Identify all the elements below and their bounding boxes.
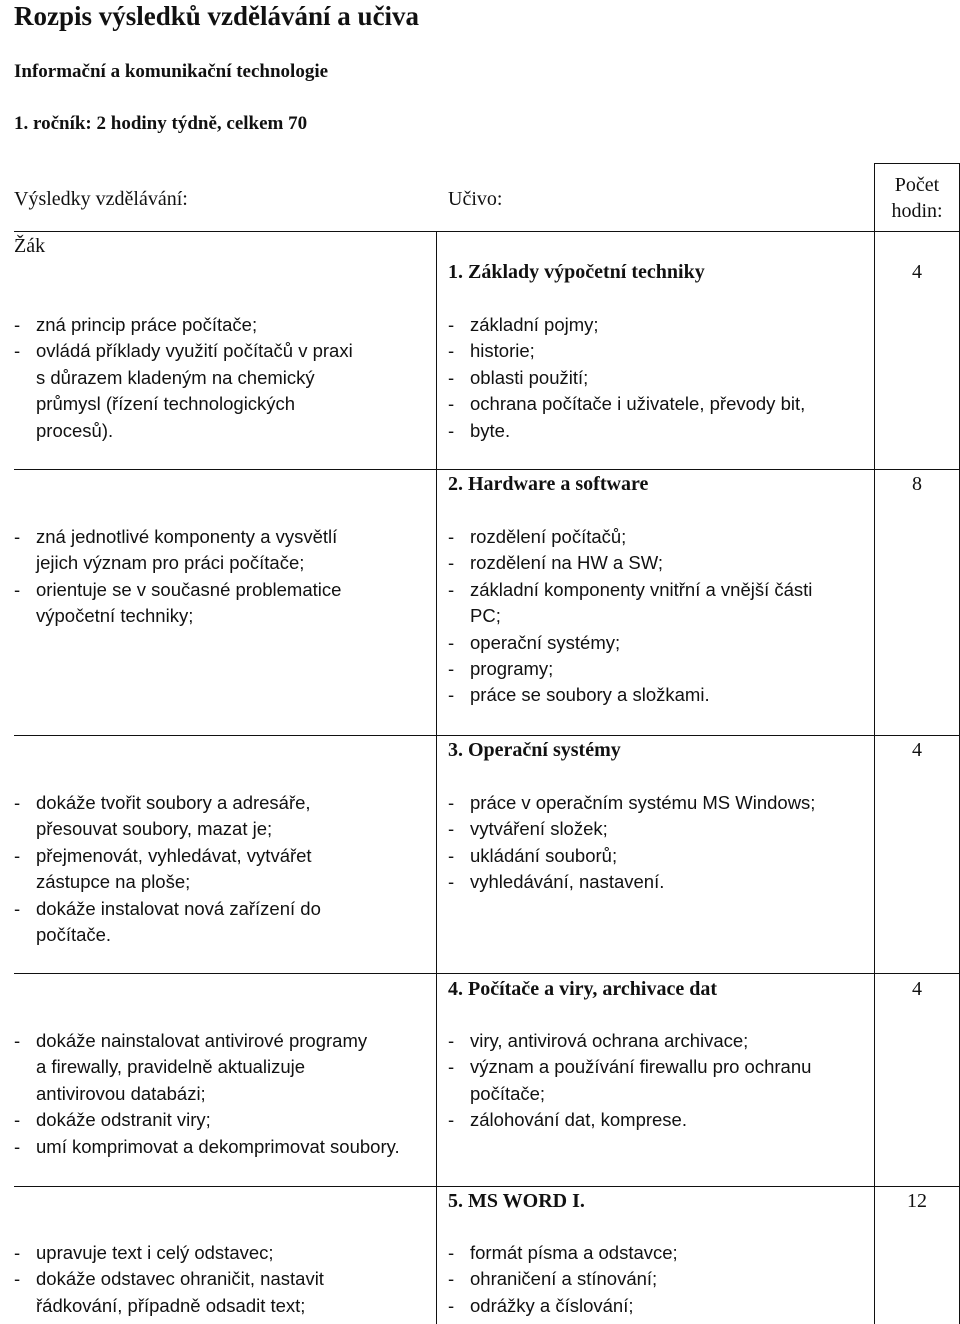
topic-item: - význam a používání firewallu pro ochranu počítače; (448, 1054, 880, 1107)
topic-item: - programy; (448, 656, 868, 682)
section-5-results (14, 1240, 414, 1319)
topic-item: - formát písma a odstavce; (448, 1240, 868, 1266)
topic-item: - rozdělení na HW a SW; (448, 550, 868, 576)
section-3-results (14, 790, 414, 948)
section-2-hours: 8 (912, 473, 922, 495)
row-divider-2 (14, 735, 960, 736)
topic-item: - operační systémy; (448, 630, 868, 656)
section-5-hours: 12 (907, 1190, 927, 1212)
header-bottom-border (14, 231, 960, 232)
section-5-title: 5. MS WORD I. (448, 1190, 585, 1212)
row-divider-1 (14, 469, 960, 470)
result-item: - zná jednotlivé komponenty a vysvětlí jejich význam pro práci počítače; (14, 524, 356, 577)
section-5-topics (448, 1240, 868, 1319)
result-item: - zná princip práce počítače; (14, 312, 414, 338)
topic-item: - ochrana počítače i uživatele, převody bit, (448, 391, 868, 417)
result-item: - dokáže tvořit soubory a adresáře, přesouvat soubory, mazat je; (14, 790, 356, 843)
topic-item: - ukládání souborů; (448, 843, 873, 869)
result-item: - dokáže odstranit viry; (14, 1107, 414, 1133)
section-3-topics (448, 790, 873, 896)
section-1-title: 1. Základy výpočetní techniky (448, 261, 705, 283)
section-1-results (14, 312, 414, 444)
header-hours (874, 172, 960, 224)
result-item: - ovládá příklady využití počítačů v praxi s důrazem kladeným na chemický průmysl (řízení technologických procesů). (14, 338, 366, 444)
header-hours-line1: Počet (894, 174, 940, 196)
header-hours-line2: hodin: (891, 200, 943, 222)
section-4-results (14, 1028, 414, 1160)
topic-item: - ohraničení a stínování; (448, 1266, 868, 1292)
section-4-topics (448, 1028, 873, 1134)
subject-name: Informační a komunikační technologie (14, 61, 329, 82)
column-divider-left (436, 231, 437, 1324)
topic-item: - odrážky a číslování; (448, 1293, 868, 1319)
result-item: - umí komprimovat a dekomprimovat soubory. (14, 1134, 406, 1160)
header-student: Žák (14, 235, 46, 257)
topic-item: - byte. (448, 418, 868, 444)
result-item: - upravuje text i celý odstavec; (14, 1240, 414, 1266)
grade-line: 1. ročník: 2 hodiny týdně, celkem 70 (14, 113, 308, 134)
row-divider-4 (14, 1186, 960, 1187)
result-item: - dokáže odstavec ohraničit, nastavit řádkování, případně odsadit text; (14, 1266, 381, 1319)
topic-item: - historie; (448, 338, 868, 364)
section-3-title: 3. Operační systémy (448, 739, 621, 761)
section-4-hours: 4 (912, 978, 922, 1000)
section-4-title: 4. Počítače a viry, archivace dat (448, 978, 718, 1000)
header-results: Výsledky vzdělávání: (14, 188, 188, 210)
section-2-topics (448, 524, 868, 709)
result-item: - přejmenovát, vyhledávat, vytvářet zástupce na ploše; (14, 843, 376, 896)
result-item: - dokáže instalovat nová zařízení do počítače. (14, 896, 376, 949)
topic-item: - oblasti použití; (448, 365, 868, 391)
topic-item: - základní pojmy; (448, 312, 868, 338)
result-item: - dokáže nainstalovat antivirové programy a firewally, pravidelně aktualizuje antivirovou databázi; (14, 1028, 381, 1107)
table-top-border (874, 163, 960, 164)
topic-item: - zálohování dat, komprese. (448, 1107, 873, 1133)
topic-item: - viry, antivirová ochrana archivace; (448, 1028, 873, 1054)
section-1-topics (448, 312, 868, 444)
header-curriculum: Učivo: (448, 188, 503, 210)
topic-item: - vyhledávání, nastavení. (448, 869, 873, 895)
topic-item: - základní komponenty vnitřní a vnější části PC; (448, 577, 840, 630)
document-title: Rozpis výsledků vzdělávání a učiva (14, 1, 420, 31)
topic-item: - rozdělení počítačů; (448, 524, 868, 550)
row-divider-3 (14, 973, 960, 974)
topic-item: - práce se soubory a složkami. (448, 682, 868, 708)
section-3-hours: 4 (912, 739, 922, 761)
topic-item: - vytváření složek; (448, 816, 873, 842)
result-item: - orientuje se v současné problematice výpočetní techniky; (14, 577, 406, 630)
section-2-results (14, 524, 414, 630)
topic-item: - práce v operačním systému MS Windows; (448, 790, 873, 816)
section-1-hours: 4 (912, 261, 922, 283)
section-2-title: 2. Hardware a software (448, 473, 649, 495)
